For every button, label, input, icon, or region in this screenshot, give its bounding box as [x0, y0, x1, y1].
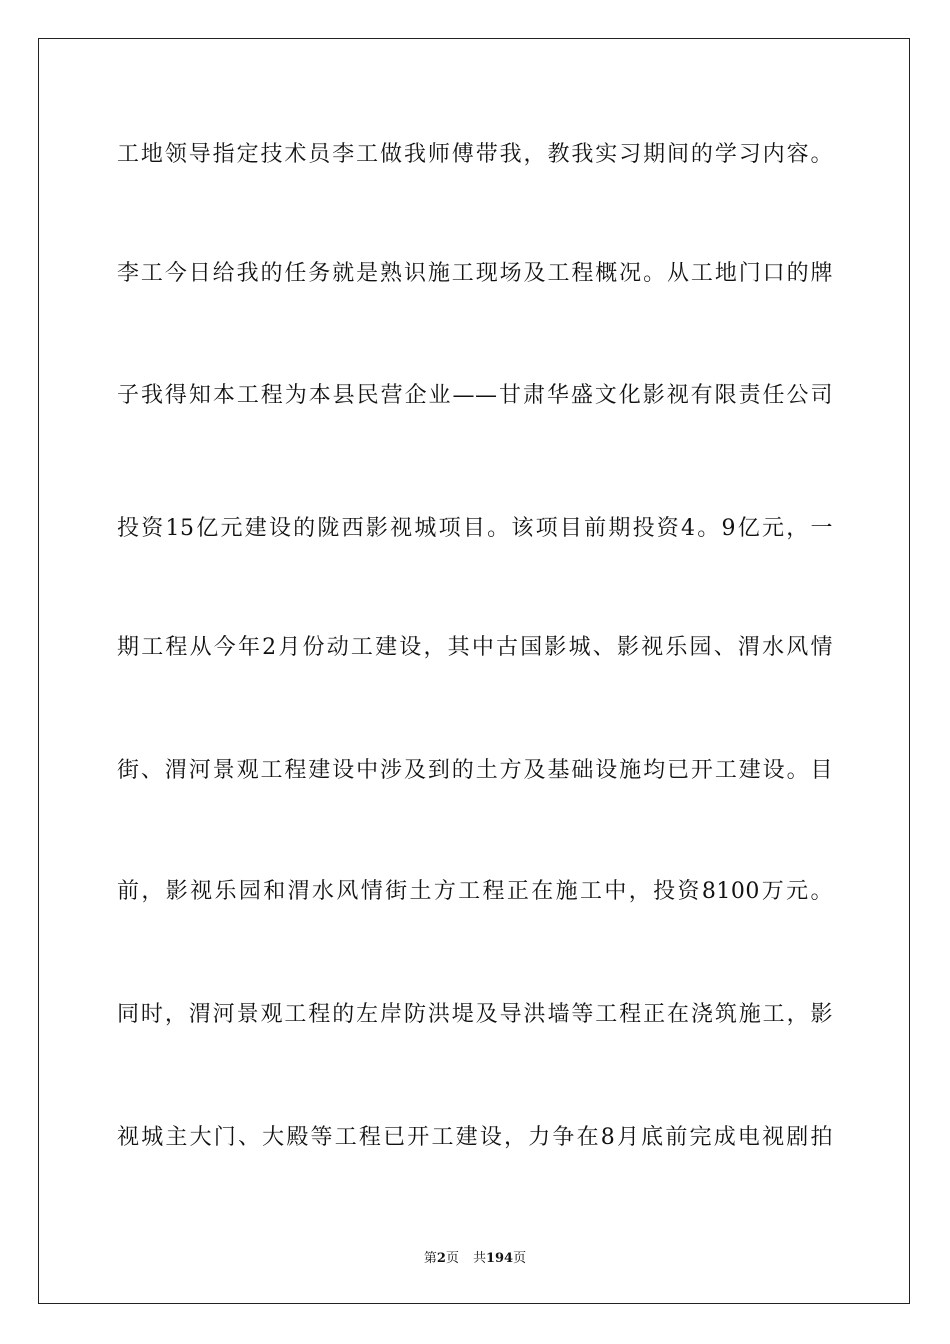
- body-line-4: 投资15亿元建设的陇西影视城项目。该项目前期投资4。9亿元，一: [117, 516, 833, 541]
- page-number: 2: [436, 1251, 446, 1266]
- body-line-9: 视城主大门、大殿等工程已开工建设，力争在8月底前完成电视剧拍: [117, 1125, 833, 1150]
- total-prefix: 共: [472, 1251, 486, 1266]
- body-line-8: 同时，渭河景观工程的左岸防洪堤及导洪墙等工程正在浇筑施工，影: [117, 1002, 833, 1027]
- page-footer: [0, 1247, 950, 1266]
- body-line-5: 期工程从今年2月份动工建设，其中古国影城、影视乐园、渭水风情: [117, 635, 833, 660]
- page-suffix: 页: [445, 1251, 459, 1266]
- body-line-3: 子我得知本工程为本县民营企业——甘肃华盛文化影视有限责任公司: [117, 383, 833, 408]
- body-line-6: 街、渭河景观工程建设中涉及到的土方及基础设施均已开工建设。目: [117, 758, 833, 783]
- page-prefix: 第: [423, 1251, 437, 1266]
- body-line-1: 工地领导指定技术员李工做我师傅带我，教我实习期间的学习内容。: [117, 142, 833, 167]
- total-pages: 194: [485, 1251, 514, 1266]
- body-line-2: 李工今日给我的任务就是熟识施工现场及工程概况。从工地门口的牌: [117, 261, 833, 286]
- total-suffix: 页: [513, 1251, 527, 1266]
- body-line-7: 前，影视乐园和渭水风情街土方工程正在施工中，投资8100万元。: [117, 879, 833, 904]
- page-border: [38, 38, 910, 1304]
